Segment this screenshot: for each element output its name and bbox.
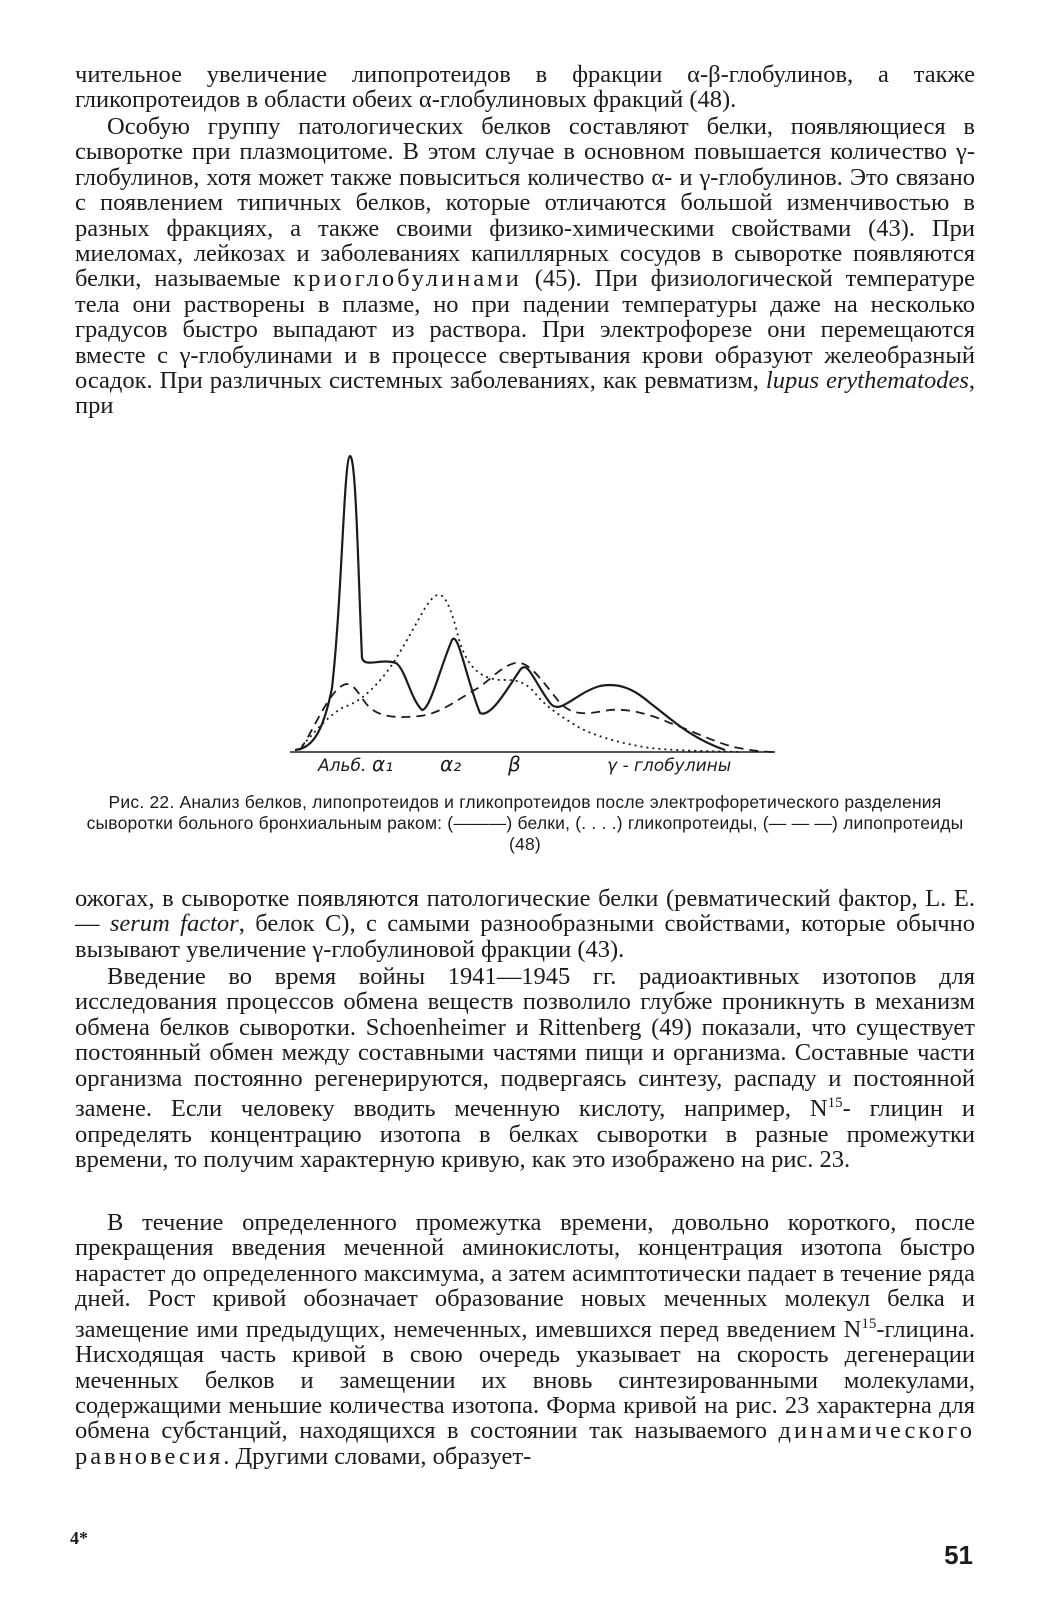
series-line-lipoproteins [300,663,775,752]
figure-22-chart [270,448,790,788]
axis-label-beta: β [508,752,521,776]
axis-label-alpha2: α₂ [440,752,462,776]
figure-caption: Рис. 22. Анализ белков, липопротеидов и гликопротеидов после электрофоретического разделения сыворотки больного бронхиальным раком: (———) белки, (. . . .) гликопротеиды, (— — —) липопротеиды (48) [86,792,964,854]
axis-label-alpha1: α₁ [372,752,394,776]
signature-mark: 4* [70,1528,88,1548]
axis-label-albumin: Альб. [318,756,367,776]
cryoglobulins-term: криоглобулинами [293,265,522,293]
serum-factor-term: serum factor [109,910,239,938]
paragraph-1: чительное увеличение липопротеидов в фракции α-β-глобулинов, а также гликопротеидов в области обеих α-глобулиновых фракций (48). [75,61,975,114]
paragraph-2: Особую группу патологических белков составляют белки, появляющиеся в сыворотке при плазмоцитоме. В этом случае в основном повышается количество γ-глобулинов, хотя может также повыситься количество α- и γ-глобулинов. Это связано с появлением типичных белков, которые отличаются большой изменчивостью в разных фракциях, а также своими физико-химическими свойствами (43). При миеломах, лейкозах и заболеваниях капиллярных сосудов в сыворотке появляются белки, называемые криоглобулинами (45). При физиологической температуре тела они растворены в плазме, но при падении температуры даже на несколько градусов быстро выпадают из раствора. При электрофорезе они перемещаются вместе с γ-глобулинами и в процессе свертывания крови образуют желеобразный осадок. При различных системных заболеваниях, как ревматизм, lupus erythematodes, при [75,113,976,420]
paragraph-3: ожогах, в сыворотке появляются патологические белки (ревматический фактор, L. E. — serum factor, белок C), с самыми разнообразными свойствами, которые обычно вызывают увеличение γ-глобулиновой фракции (43). [75,885,975,963]
series-line-proteins [295,456,725,750]
lupus-term: lupus erythematodes [765,367,969,395]
dynamic-equilibrium-term: динамического равновесия [75,1417,975,1470]
paragraph-4: Введение во время войны 1941—1945 гг. радиоактивных изотопов для исследования процессов обмена веществ позволило глубже проникнуть в механизм обмена белков сыворотки. Schoenheimer и Rittenberg (49) показали, что существует постоянный обмен между составными частями пищи и организма. Составные части организма постоянно регенерируются, подвергаясь синтезу, распаду и постоянной замене. Если человеку вводить меченную кислоту, например, $N^{15}-$ глицин и определять концентрацию изотопа в белках сыворотки в разные промежутки времени, то получим характерную кривую, как это изображено на рис. 23. [75,963,975,1173]
paragraph-5: В течение определенного промежутка времени, довольно короткого, после прекращения введения меченной аминокислоты, концентрация изотопа быстро нарастет до определенного максимума, а затем асимптотически падает в течение ряда дней. Рост кривой обозначает образование новых меченных молекул белка и замещение ими предыдущих, немеченных, имевшихся перед введением $N^{15}$-глицина. Нисходящая часть кривой в свою очередь указывает на скорость дегенерации меченных белков и замещении их вновь синтезированными молекулами, содержащими меньшие количества изотопа. Форма кривой на рис. 23 характерна для обмена субстанций, находящихся в состоянии так называемого динамического равновесия. Другими словами, образует- [75,1209,975,1470]
axis-label-gamma: γ - глобулины [607,756,732,776]
page-number: 51 [944,1540,973,1570]
